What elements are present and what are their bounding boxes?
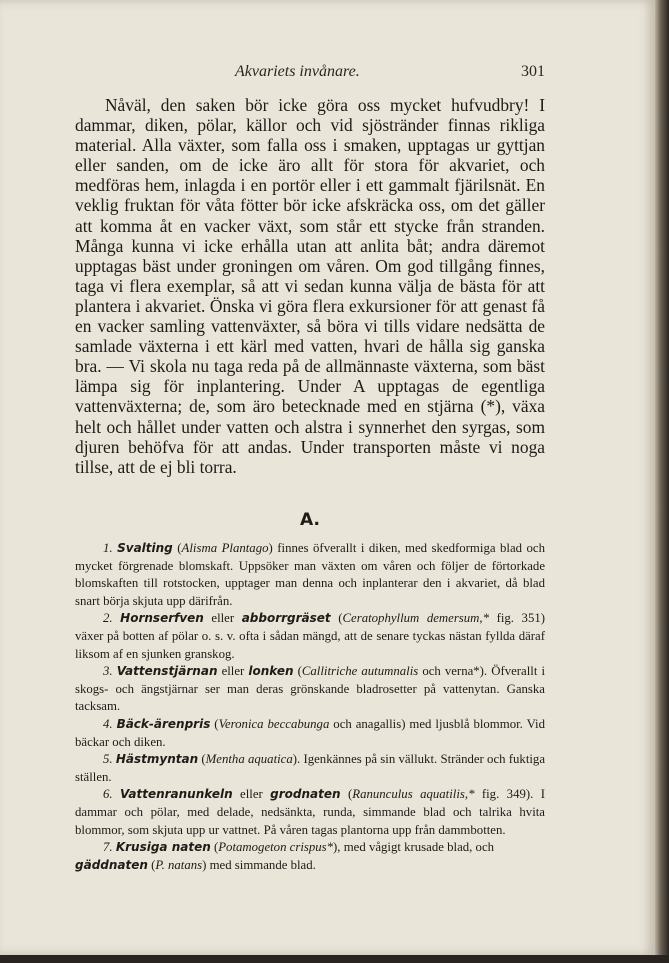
entry-name: Hästmyntan — [115, 752, 199, 767]
entry-number: 1. — [103, 541, 113, 555]
entry-name: Svalting — [117, 541, 173, 555]
entry-latin: Alisma Plantago — [181, 541, 269, 555]
page-number: 301 — [521, 63, 545, 80]
entry-number: 5. — [103, 752, 113, 767]
page-edge — [655, 0, 669, 963]
entry-latin: Potamogeton crispus* — [218, 840, 334, 855]
list-item: 4. Bäck-ärenpris (Veronica beccabunga och anagallis) med ljusblå blommor. Vid bäckar och diken. — [75, 716, 546, 749]
entry-number: 3. — [103, 664, 113, 679]
entry-name: gäddnaten — [75, 857, 148, 872]
entry-name-alt: lonken — [248, 664, 294, 679]
running-head: Akvariets invånare. — [235, 63, 360, 80]
list-item: 5. Hästmyntan (Mentha aquatica). Igenkännes på sin vällukt. Stränder och fuktiga ställen. — [75, 752, 546, 784]
list-item: 6. Vattenranunkeln eller grodnaten (Ranunculus aquatilis,* fig. 349). I dammar och pölar, med delade, nedsänkta, runda, simmande blad och talrika hvita blommor, som skjuta upp ur vattnet. På våren tagas plantorna upp från dammbotten. — [75, 787, 546, 837]
body-paragraph: Nåväl, den saken bör icke göra oss mycket hufvudbry! I dammar, diken, pölar, källor och vid sjöstränder finnas rikliga material. Alla växter, som falla oss i smaken, upptagas ur gyttjan eller sanden, om de icke äro allt för stora för akvariet, och medföras hem, inlagda i en portör eller i ett gammalt fjärilsnät. En veklig fruktan för våta fötter bör icke afskräcka oss, om det gäller att komma åt en vacker växt, som står ett stycke från stranden. Många kunna vi icke erhålla utan att anlita båt; andra däremot upptagas bäst under groningen om våren. Om god tillgång finnes, taga vi flera exemplar, så att vi sedan kunna välja de bästa för att plantera i akvariet. Önska vi göra flera exkursioner för att genast få en vacker samling vattenväxter, så böra vi tills vidare nedsätta de samlade växterna i ett kärl med vatten, hvari de hålla sig ganska bra. — Vi skola nu taga reda på de allmännaste växterna, som bäst lämpa sig för inplantering. Under A upptagas de egentliga vattenväxterna; de, som äro betecknade med en stjärna (*), växa helt och hållet under vatten och alstra i synnerhet den syrgas, som djuren behöfva för att andas. Under transporten måste vi noga tillse, att de ej bli torra. — [75, 95, 545, 477]
entry-latin: Mentha aquatica — [205, 752, 293, 767]
entry-latin: P. natans — [155, 857, 203, 872]
entry-latin: Veronica beccabunga — [218, 716, 330, 731]
entry-name: Vattenstjärnan — [116, 664, 218, 679]
entry-name-alt: abborrgräset — [241, 611, 331, 626]
list-item: 1. Svalting (Alisma Plantago) finnes öfverallt i diken, med skedformiga blad och mycket förgrenade blomskaft. Uppsöker man växten om våren och följer de förtorkade blomskaften till rotstocken, upptager man denna och inplanterar den i akvariet, då blad snart börja skjuta upp därifrån. — [75, 541, 546, 608]
entry-number: 6. — [103, 787, 113, 802]
entry-latin: Ceratophyllum demersum,* — [342, 611, 490, 626]
entry-name-alt: grodnaten — [270, 787, 341, 802]
entry-latin: Ranunculus aquatilis,* — [352, 787, 475, 802]
entry-name: Hornserfven — [120, 611, 204, 626]
list-item: gäddnaten (P. natans) med simmande blad. — [75, 857, 316, 872]
list-item: 2. Hornserfven eller abborrgräset (Ceratophyllum demersum,* fig. 351) växer på botten af pölar o. s. v. ofta i sådan mängd, att de senare tyckas nästan fyllda däraf liksom af en sjunken granskog. — [75, 611, 546, 661]
list-item: 3. Vattenstjärnan eller lonken (Callitriche autumnalis och verna*). Öfverallt i skogs- och ängstjärnar ser man deras grönskande bladrosetter på vattenytan. Ganska tacksam. — [75, 664, 546, 714]
entry-name: Krusiga naten — [115, 840, 211, 855]
entry-number: 2. — [103, 611, 113, 626]
plant-list — [75, 540, 545, 874]
body-text — [75, 95, 545, 477]
entry-latin: Callitriche autumnalis — [301, 664, 419, 679]
entry-name: Vattenranunkeln — [120, 787, 233, 802]
section-heading: A. — [300, 510, 320, 530]
page-bottom-edge — [0, 955, 669, 963]
entry-number: 4. — [103, 716, 113, 731]
entry-number: 7. — [103, 840, 113, 855]
list-item: 7. Krusiga naten (Potamogeton crispus*), med vågigt krusade blad, och — [103, 840, 495, 855]
page-header — [75, 63, 545, 85]
entry-name: Bäck-ärenpris — [116, 716, 211, 731]
